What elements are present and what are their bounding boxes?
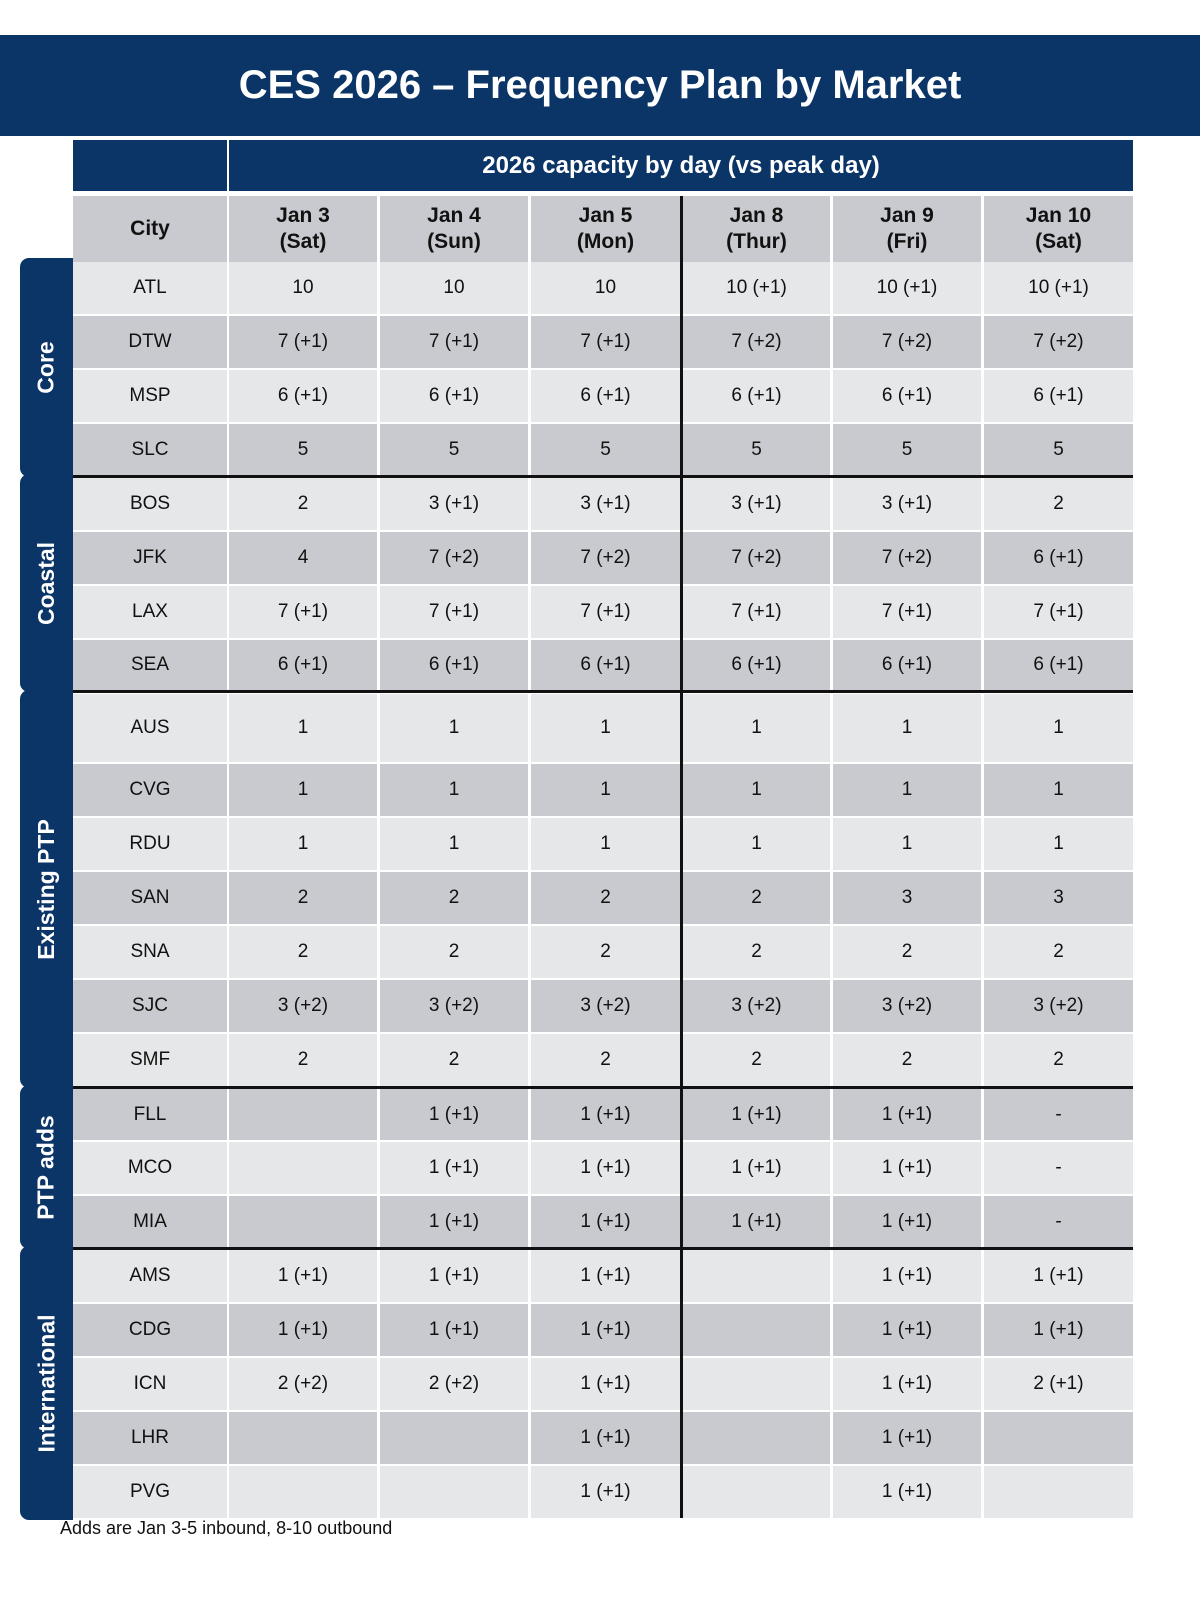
day-header-date: Jan 5: [578, 204, 633, 227]
value-cell: 5: [683, 424, 830, 475]
value-cell: 1: [833, 818, 981, 870]
value-cell: 1: [683, 764, 830, 816]
value-cell: [683, 1412, 830, 1464]
value-cell: 6 (+1): [380, 640, 528, 690]
value-cell: 4: [229, 532, 377, 584]
value-cell: 6 (+1): [229, 640, 377, 690]
city-cell: SLC: [73, 424, 227, 475]
day-header-dow: (Mon): [576, 230, 635, 253]
value-cell: 10: [380, 262, 528, 314]
value-cell: 7 (+2): [833, 316, 981, 368]
value-cell: 7 (+1): [531, 316, 680, 368]
value-cell: [380, 1412, 528, 1464]
value-cell: 1: [380, 694, 528, 762]
value-cell: 7 (+1): [380, 316, 528, 368]
value-cell: 1: [229, 694, 377, 762]
value-cell: 7 (+1): [229, 316, 377, 368]
group-label-coastal: [20, 474, 73, 692]
value-cell: 3: [984, 872, 1133, 924]
day-header-dow: (Thur): [726, 230, 787, 253]
value-cell: 1: [833, 764, 981, 816]
value-cell: 1 (+1): [229, 1304, 377, 1356]
value-cell: 7 (+1): [683, 586, 830, 638]
city-cell: PVG: [73, 1466, 227, 1518]
value-cell: 1 (+1): [833, 1466, 981, 1518]
value-cell: 1 (+1): [531, 1304, 680, 1356]
header-blank: [73, 140, 227, 191]
value-cell: [683, 1466, 830, 1518]
value-cell: 1 (+1): [683, 1089, 830, 1140]
value-cell: 3 (+1): [833, 478, 981, 530]
value-cell: 1 (+1): [833, 1412, 981, 1464]
value-cell: 6 (+1): [833, 640, 981, 690]
value-cell: 6 (+1): [683, 640, 830, 690]
day-header-date: Jan 10: [1025, 204, 1092, 227]
value-cell: 1 (+1): [380, 1196, 528, 1247]
value-cell: 7 (+1): [229, 586, 377, 638]
city-cell: AUS: [73, 694, 227, 762]
value-cell: 3: [833, 872, 981, 924]
group-label-text: International: [33, 1313, 60, 1453]
city-cell: SJC: [73, 980, 227, 1032]
value-cell: 3 (+1): [380, 478, 528, 530]
value-cell: 7 (+1): [531, 586, 680, 638]
city-cell: ATL: [73, 262, 227, 314]
value-cell: 3 (+1): [683, 478, 830, 530]
page-title: CES 2026 – Frequency Plan by Market: [0, 35, 1200, 136]
day-header-dow: (Sat): [1035, 230, 1082, 253]
day-header-date: Jan 4: [427, 204, 481, 227]
city-cell: LAX: [73, 586, 227, 638]
group-label-text: PTP adds: [33, 1114, 60, 1220]
value-cell: 1 (+1): [380, 1089, 528, 1140]
value-cell: 6 (+1): [984, 532, 1133, 584]
value-cell: 1 (+1): [531, 1250, 680, 1302]
column-header-city: [73, 196, 227, 262]
value-cell: 7 (+2): [683, 532, 830, 584]
value-cell: 1 (+1): [531, 1358, 680, 1410]
value-cell: 2: [380, 872, 528, 924]
value-cell: 5: [229, 424, 377, 475]
value-cell: 2: [531, 872, 680, 924]
value-cell: 1 (+1): [683, 1142, 830, 1194]
column-header-day: [683, 196, 830, 262]
group-label-international: [20, 1246, 73, 1520]
value-cell: -: [984, 1089, 1133, 1140]
column-header-day: [984, 196, 1133, 262]
value-cell: 5: [380, 424, 528, 475]
group-label-ptp-adds: [20, 1085, 73, 1249]
value-cell: 5: [833, 424, 981, 475]
value-cell: 1 (+1): [531, 1412, 680, 1464]
value-cell: 10: [531, 262, 680, 314]
value-cell: 1 (+1): [531, 1089, 680, 1140]
footnote: Adds are Jan 3-5 inbound, 8-10 outbound: [60, 1518, 393, 1538]
day-header-dow: (Fri): [886, 230, 928, 253]
value-cell: 7 (+2): [683, 316, 830, 368]
value-cell: 6 (+1): [531, 640, 680, 690]
value-cell: 1: [683, 818, 830, 870]
value-cell: 1 (+1): [531, 1196, 680, 1247]
day-header-date: Jan 3: [276, 204, 330, 227]
city-cell: SNA: [73, 926, 227, 978]
value-cell: 6 (+1): [380, 370, 528, 422]
group-label-text: Core: [33, 341, 59, 394]
value-cell: [683, 1250, 830, 1302]
value-cell: 2: [984, 926, 1133, 978]
city-cell: AMS: [73, 1250, 227, 1302]
value-cell: 1 (+1): [380, 1142, 528, 1194]
group-label-text: Existing PTP: [33, 818, 59, 960]
value-cell: 2: [229, 478, 377, 530]
city-cell: JFK: [73, 532, 227, 584]
value-cell: 3 (+2): [531, 980, 680, 1032]
value-cell: 1: [984, 818, 1133, 870]
value-cell: [984, 1466, 1133, 1518]
value-cell: 1 (+1): [833, 1089, 981, 1140]
value-cell: 2: [229, 1034, 377, 1086]
group-label-text: Coastal: [33, 541, 59, 625]
value-cell: 10: [229, 262, 377, 314]
value-cell: 1 (+1): [984, 1250, 1133, 1302]
value-cell: 2: [683, 872, 830, 924]
city-cell: RDU: [73, 818, 227, 870]
value-cell: 1 (+1): [833, 1196, 981, 1247]
value-cell: 2: [380, 926, 528, 978]
value-cell: [229, 1412, 377, 1464]
header-span-label: 2026 capacity by day (vs peak day): [229, 140, 1133, 191]
value-cell: 2: [984, 478, 1133, 530]
value-cell: 2: [833, 1034, 981, 1086]
value-cell: 1 (+1): [833, 1358, 981, 1410]
value-cell: 6 (+1): [531, 370, 680, 422]
group-label-existing-ptp: [20, 690, 73, 1088]
value-cell: -: [984, 1142, 1133, 1194]
value-cell: 1 (+1): [531, 1466, 680, 1518]
period-divider: [680, 196, 683, 1518]
value-cell: 2: [683, 926, 830, 978]
value-cell: [229, 1089, 377, 1140]
value-cell: 1: [229, 818, 377, 870]
value-cell: 10 (+1): [833, 262, 981, 314]
value-cell: 7 (+2): [833, 532, 981, 584]
column-header-day: [229, 196, 377, 262]
value-cell: 10 (+1): [683, 262, 830, 314]
group-label-core: [20, 258, 73, 477]
value-cell: 1: [984, 764, 1133, 816]
city-cell: SAN: [73, 872, 227, 924]
value-cell: [380, 1466, 528, 1518]
city-cell: LHR: [73, 1412, 227, 1464]
value-cell: 1: [531, 818, 680, 870]
value-cell: 5: [531, 424, 680, 475]
value-cell: 2: [984, 1034, 1133, 1086]
city-cell: CDG: [73, 1304, 227, 1356]
city-cell: MIA: [73, 1196, 227, 1247]
value-cell: 1 (+1): [833, 1142, 981, 1194]
value-cell: 1: [531, 694, 680, 762]
value-cell: 1 (+1): [833, 1304, 981, 1356]
value-cell: 2: [531, 926, 680, 978]
value-cell: 3 (+2): [683, 980, 830, 1032]
city-cell: DTW: [73, 316, 227, 368]
day-header-dow: (Sat): [279, 230, 327, 253]
value-cell: 3 (+2): [229, 980, 377, 1032]
value-cell: 7 (+1): [984, 586, 1133, 638]
value-cell: 1: [380, 764, 528, 816]
value-cell: 10 (+1): [984, 262, 1133, 314]
value-cell: 6 (+1): [229, 370, 377, 422]
value-cell: [683, 1304, 830, 1356]
value-cell: 1 (+1): [380, 1250, 528, 1302]
value-cell: 7 (+2): [984, 316, 1133, 368]
column-header-day: [531, 196, 680, 262]
city-cell: SMF: [73, 1034, 227, 1086]
value-cell: 2: [683, 1034, 830, 1086]
city-cell: BOS: [73, 478, 227, 530]
value-cell: 6 (+1): [984, 370, 1133, 422]
value-cell: 3 (+2): [833, 980, 981, 1032]
value-cell: 7 (+2): [531, 532, 680, 584]
city-cell: MSP: [73, 370, 227, 422]
value-cell: 7 (+1): [833, 586, 981, 638]
value-cell: 7 (+1): [380, 586, 528, 638]
value-cell: 2: [229, 926, 377, 978]
value-cell: 1 (+1): [531, 1142, 680, 1194]
day-header-dow: (Sun): [427, 230, 481, 253]
value-cell: 1 (+1): [380, 1304, 528, 1356]
value-cell: 6 (+1): [833, 370, 981, 422]
value-cell: 2: [229, 872, 377, 924]
value-cell: 1: [531, 764, 680, 816]
value-cell: 3 (+2): [984, 980, 1133, 1032]
group-divider: [73, 690, 1133, 693]
value-cell: [229, 1196, 377, 1247]
value-cell: [984, 1412, 1133, 1464]
value-cell: [683, 1358, 830, 1410]
value-cell: 1: [833, 694, 981, 762]
city-header-label: City: [130, 217, 170, 240]
value-cell: 6 (+1): [683, 370, 830, 422]
value-cell: 2 (+2): [380, 1358, 528, 1410]
value-cell: 1 (+1): [229, 1250, 377, 1302]
column-header-day: [380, 196, 528, 262]
value-cell: 1: [984, 694, 1133, 762]
day-header-date: Jan 8: [729, 204, 784, 227]
value-cell: 6 (+1): [984, 640, 1133, 690]
value-cell: 3 (+2): [380, 980, 528, 1032]
city-cell: FLL: [73, 1089, 227, 1140]
value-cell: 1: [229, 764, 377, 816]
day-header-date: Jan 9: [880, 204, 934, 227]
value-cell: 2: [531, 1034, 680, 1086]
value-cell: 5: [984, 424, 1133, 475]
city-cell: SEA: [73, 640, 227, 690]
value-cell: 1 (+1): [984, 1304, 1133, 1356]
value-cell: 1: [683, 694, 830, 762]
value-cell: 1 (+1): [833, 1250, 981, 1302]
value-cell: [229, 1142, 377, 1194]
value-cell: 2 (+2): [229, 1358, 377, 1410]
value-cell: 3 (+1): [531, 478, 680, 530]
value-cell: 2: [833, 926, 981, 978]
city-cell: CVG: [73, 764, 227, 816]
city-cell: MCO: [73, 1142, 227, 1194]
value-cell: -: [984, 1196, 1133, 1247]
value-cell: [229, 1466, 377, 1518]
value-cell: 7 (+2): [380, 532, 528, 584]
value-cell: 2: [380, 1034, 528, 1086]
city-cell: ICN: [73, 1358, 227, 1410]
value-cell: 2 (+1): [984, 1358, 1133, 1410]
column-header-day: [833, 196, 981, 262]
value-cell: 1: [380, 818, 528, 870]
value-cell: 1 (+1): [683, 1196, 830, 1247]
